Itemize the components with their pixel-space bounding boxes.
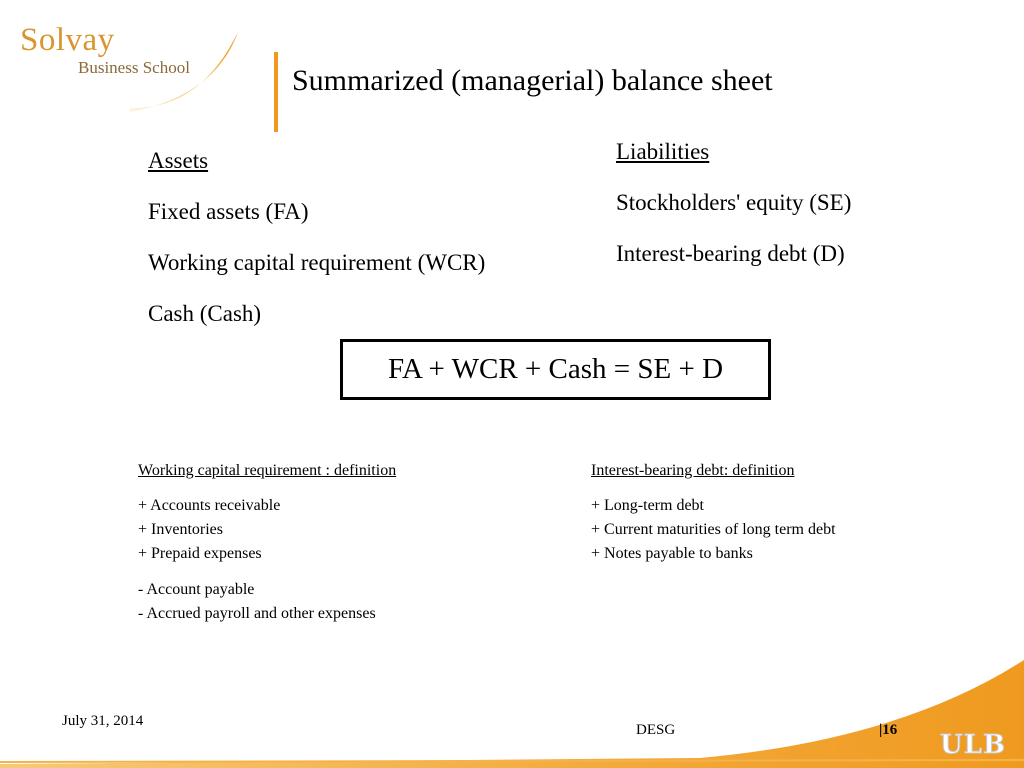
debt-plus-item: + Long-term debt bbox=[591, 497, 704, 514]
wcr-plus-item: + Accounts receivable bbox=[138, 497, 281, 514]
title-accent-bar bbox=[274, 52, 278, 132]
wcr-plus-item: + Prepaid expenses bbox=[138, 545, 262, 562]
liabilities-item: Stockholders' equity (SE) bbox=[616, 190, 852, 215]
liabilities-column bbox=[616, 139, 851, 292]
debt-definition bbox=[591, 459, 836, 566]
wcr-minus-item: - Account payable bbox=[138, 581, 255, 598]
debt-definition-heading: Interest-bearing debt: definition bbox=[591, 462, 795, 479]
logo-name: Solvay bbox=[20, 22, 115, 58]
footer-swoosh-graphic bbox=[0, 640, 1024, 768]
wcr-plus-item: + Inventories bbox=[138, 521, 223, 538]
assets-item: Cash (Cash) bbox=[148, 301, 262, 326]
ulb-logo: ULB bbox=[940, 730, 1006, 760]
assets-column bbox=[148, 148, 485, 352]
liabilities-item: Interest-bearing debt (D) bbox=[616, 241, 845, 266]
assets-item: Fixed assets (FA) bbox=[148, 199, 309, 224]
balance-equation-box bbox=[340, 339, 771, 400]
logo-subtitle: Business School bbox=[78, 58, 190, 77]
debt-plus-item: + Notes payable to banks bbox=[591, 545, 753, 562]
balance-equation: FA + WCR + Cash = SE + D bbox=[387, 353, 724, 385]
footer-date: July 31, 2014 bbox=[62, 713, 144, 729]
wcr-definition-heading: Working capital requirement : definition bbox=[138, 462, 397, 479]
assets-heading: Assets bbox=[148, 148, 209, 173]
wcr-minus-item: - Accrued payroll and other expenses bbox=[138, 605, 376, 622]
slide-title: Summarized (managerial) balance sheet bbox=[292, 64, 773, 97]
liabilities-heading: Liabilities bbox=[616, 139, 710, 164]
wcr-definition bbox=[138, 459, 396, 626]
assets-item: Working capital requirement (WCR) bbox=[148, 250, 486, 275]
page-number: |16 bbox=[879, 722, 898, 738]
footer-label: DESG bbox=[636, 722, 676, 738]
debt-plus-item: + Current maturities of long term debt bbox=[591, 521, 836, 538]
